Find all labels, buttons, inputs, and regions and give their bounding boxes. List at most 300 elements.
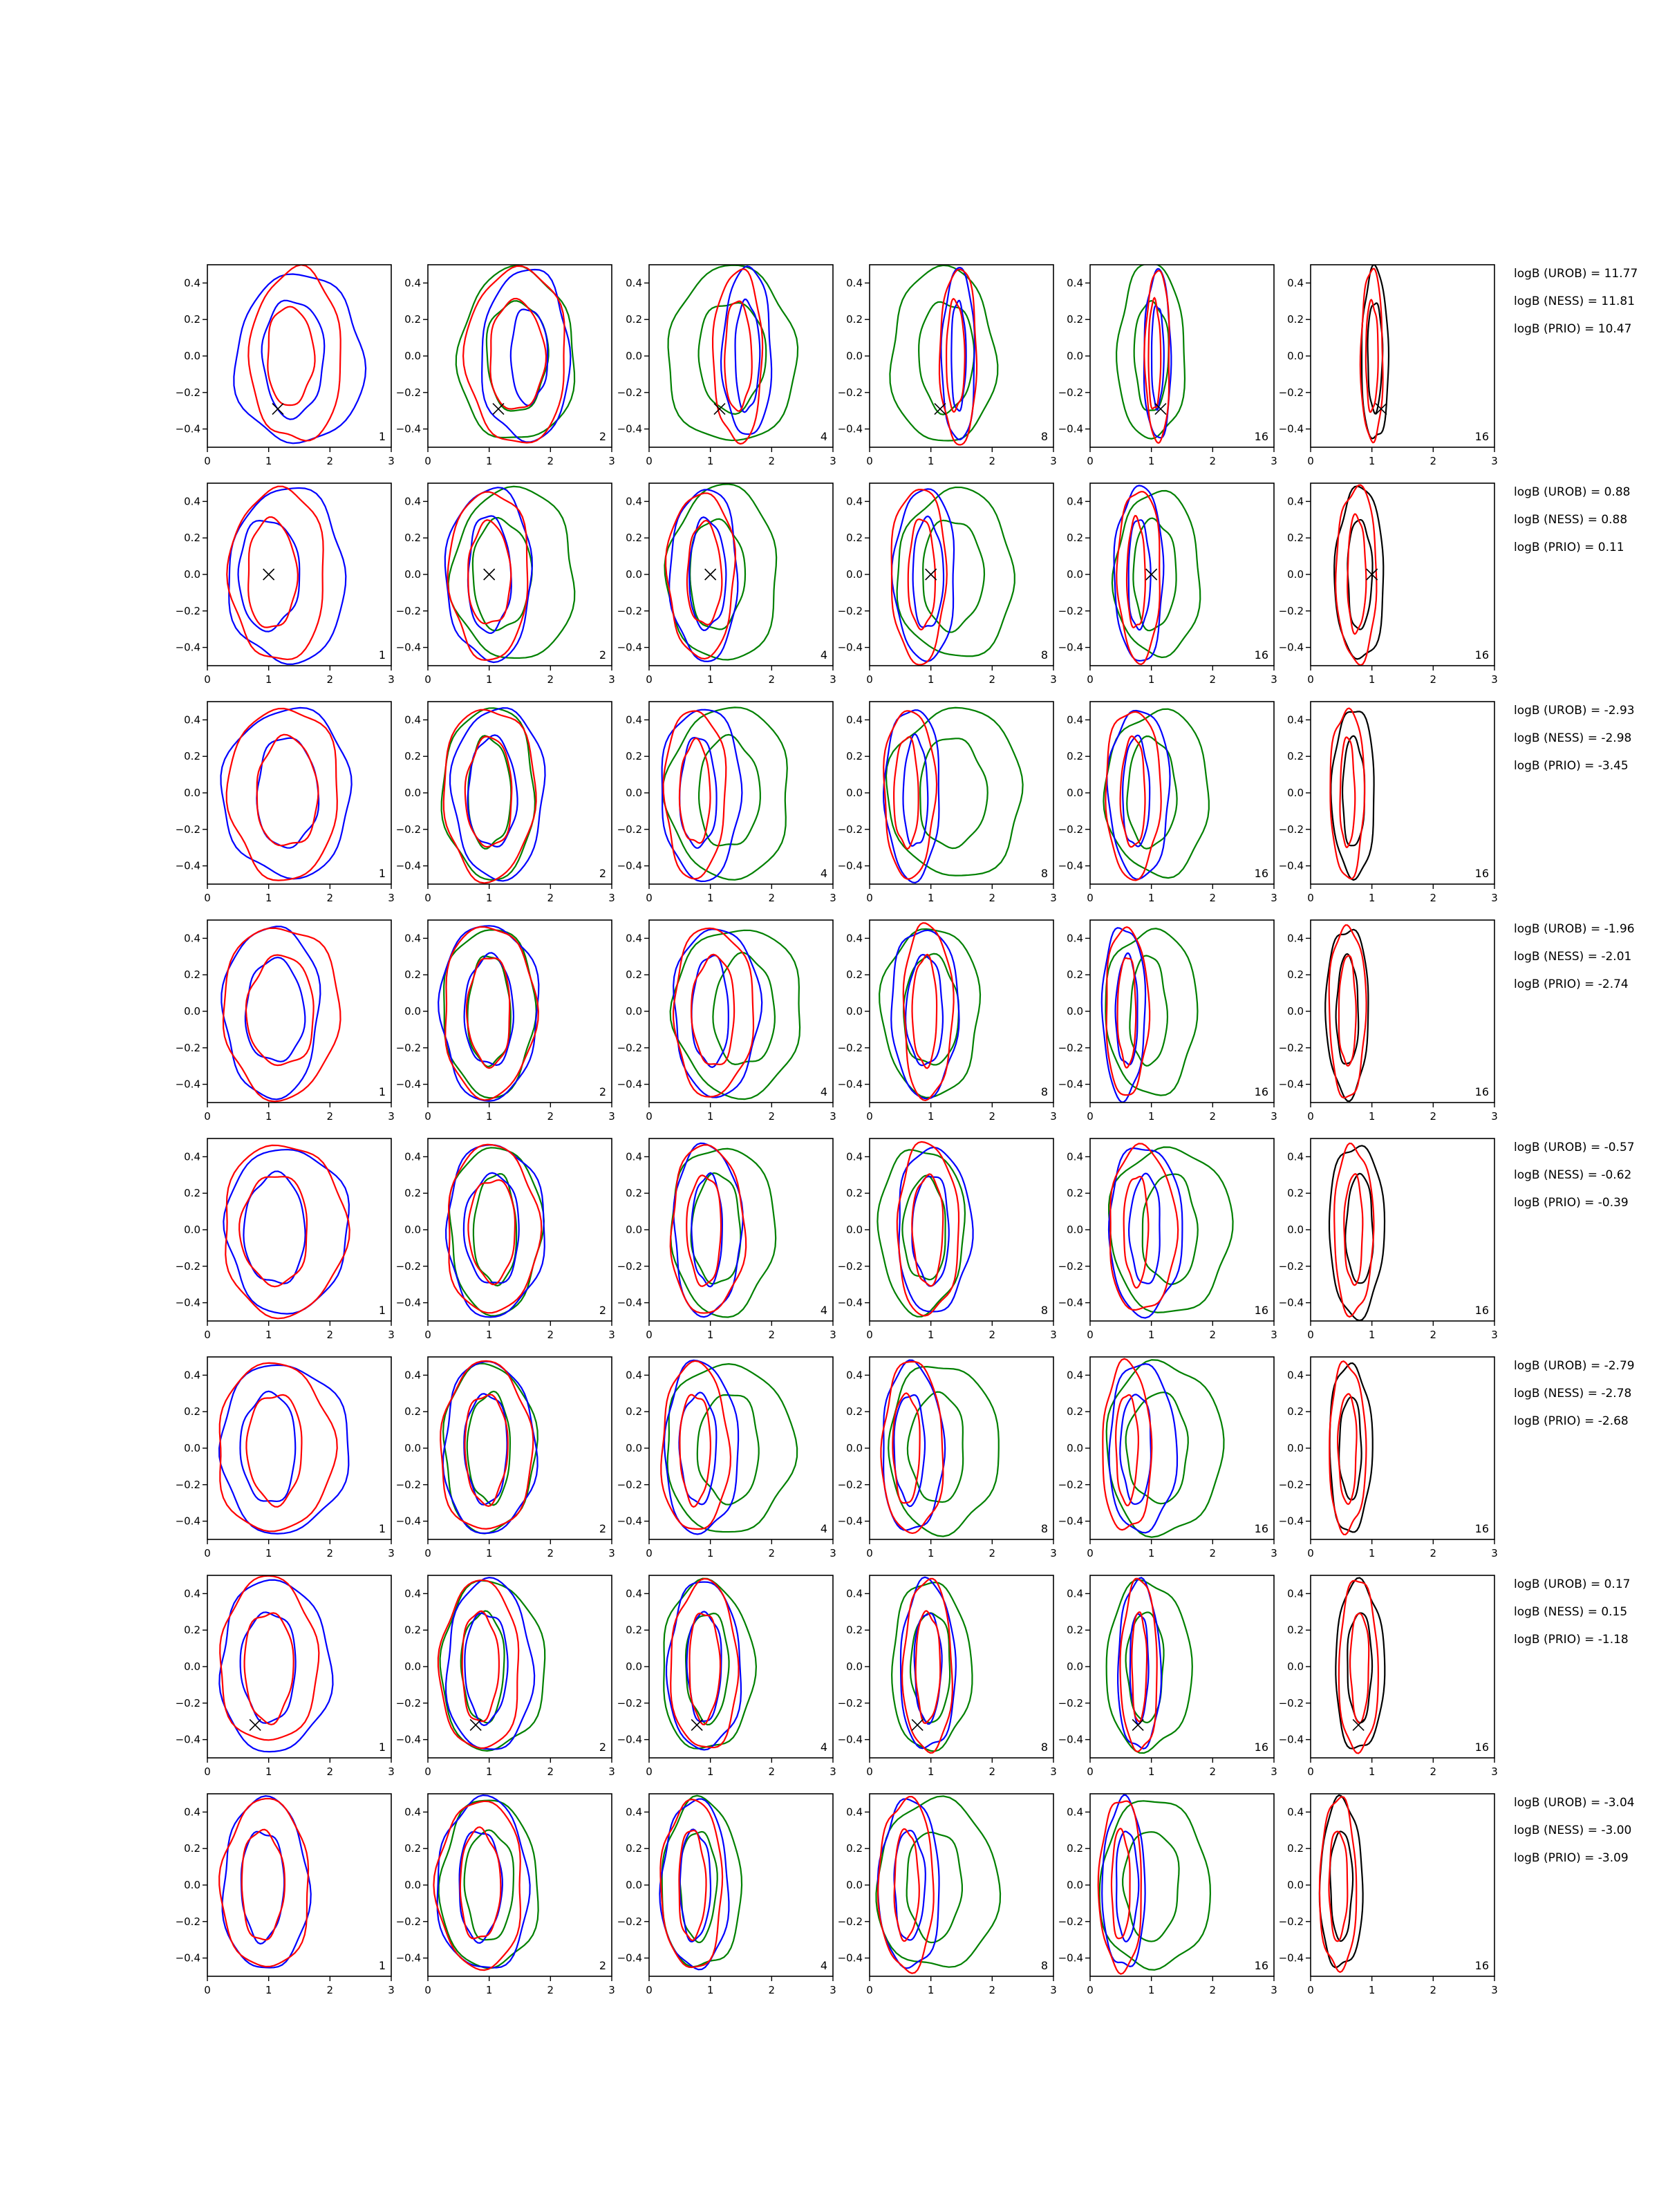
x-tick-label: 1 bbox=[927, 455, 935, 467]
y-tick-label: 0.2 bbox=[404, 1842, 421, 1855]
y-tick-label: 0.2 bbox=[1287, 313, 1304, 326]
y-tick-label: 0.4 bbox=[846, 1150, 863, 1163]
y-tick-label: 0.0 bbox=[626, 568, 642, 581]
x-tick-label: 3 bbox=[1491, 673, 1498, 686]
y-tick-label: −0.4 bbox=[1278, 1951, 1304, 1965]
y-tick-label: 0.2 bbox=[1287, 1187, 1304, 1200]
x-tick-label: 2 bbox=[768, 1984, 776, 1996]
y-tick-label: −0.4 bbox=[837, 1078, 863, 1091]
panel-count-label: 8 bbox=[1040, 1522, 1048, 1535]
y-tick-label: −0.4 bbox=[617, 1296, 642, 1309]
panel-count-label: 16 bbox=[1474, 1085, 1489, 1098]
x-tick-label: 1 bbox=[265, 455, 272, 467]
x-tick-label: 0 bbox=[1087, 1547, 1094, 1559]
y-tick-label: 0.0 bbox=[846, 787, 863, 799]
x-tick-label: 2 bbox=[1430, 892, 1437, 904]
panel-count-label: 4 bbox=[820, 1741, 827, 1754]
x-tick-label: 1 bbox=[485, 455, 493, 467]
y-tick-label: 0.0 bbox=[1067, 1442, 1083, 1454]
panel-count-label: 1 bbox=[378, 867, 386, 880]
logb-note: logB (UROB) = -2.93 bbox=[1514, 704, 1635, 718]
x-tick-label: 0 bbox=[1087, 1329, 1094, 1341]
logb-note: logB (NESS) = -0.62 bbox=[1514, 1168, 1632, 1182]
y-tick-label: 0.2 bbox=[846, 968, 863, 982]
panel-count-label: 1 bbox=[378, 1085, 386, 1098]
x-tick-label: 2 bbox=[547, 673, 554, 686]
y-tick-label: 0.2 bbox=[1067, 313, 1083, 326]
y-tick-label: −0.2 bbox=[617, 386, 642, 399]
x-tick-label: 3 bbox=[1491, 1547, 1498, 1559]
y-tick-label: −0.2 bbox=[1278, 1259, 1304, 1273]
y-tick-label: −0.2 bbox=[617, 823, 642, 836]
y-tick-label: 0.2 bbox=[1067, 1842, 1083, 1855]
y-tick-label: −0.4 bbox=[395, 422, 421, 435]
logb-note: logB (NESS) = 11.81 bbox=[1514, 294, 1635, 308]
y-tick-label: 0.0 bbox=[1067, 787, 1083, 799]
y-tick-label: 0.2 bbox=[184, 313, 200, 326]
x-tick-label: 1 bbox=[265, 1984, 272, 1996]
y-tick-label: 0.2 bbox=[626, 968, 642, 982]
y-tick-label: 0.0 bbox=[846, 350, 863, 362]
x-tick-label: 3 bbox=[1271, 455, 1277, 467]
x-tick-label: 0 bbox=[1307, 673, 1314, 686]
y-tick-label: 0.0 bbox=[1287, 1660, 1304, 1673]
x-tick-label: 1 bbox=[927, 892, 935, 904]
x-tick-label: 0 bbox=[424, 892, 431, 904]
x-tick-label: 3 bbox=[830, 455, 836, 467]
y-tick-label: −0.4 bbox=[1058, 1951, 1083, 1965]
panel-count-label: 8 bbox=[1040, 1741, 1048, 1754]
panel-count-label: 1 bbox=[378, 648, 386, 662]
x-tick-label: 0 bbox=[204, 892, 211, 904]
logb-note: logB (UROB) = 0.17 bbox=[1514, 1577, 1631, 1591]
logb-note: logB (NESS) = -2.98 bbox=[1514, 731, 1632, 745]
x-tick-label: 3 bbox=[1271, 1329, 1277, 1341]
y-tick-label: 0.2 bbox=[184, 1405, 200, 1418]
logb-note: logB (NESS) = -3.00 bbox=[1514, 1824, 1632, 1837]
x-tick-label: 2 bbox=[768, 1547, 776, 1559]
y-tick-label: −0.2 bbox=[1058, 386, 1083, 399]
x-tick-label: 3 bbox=[830, 892, 836, 904]
y-tick-label: 0.2 bbox=[184, 1842, 200, 1855]
y-tick-label: 0.4 bbox=[184, 1587, 200, 1600]
panel-count-label: 2 bbox=[599, 1522, 606, 1535]
logb-note: logB (NESS) = 0.88 bbox=[1514, 513, 1628, 527]
y-tick-label: −0.4 bbox=[617, 1078, 642, 1091]
y-tick-label: −0.4 bbox=[1278, 1515, 1304, 1528]
y-tick-label: 0.2 bbox=[184, 532, 200, 545]
panel-count-label: 8 bbox=[1040, 430, 1048, 443]
x-tick-label: 2 bbox=[326, 455, 334, 467]
x-tick-label: 2 bbox=[1209, 673, 1217, 686]
logb-note: logB (NESS) = 0.15 bbox=[1514, 1605, 1628, 1619]
x-tick-label: 3 bbox=[1050, 1984, 1057, 1996]
y-tick-label: −0.4 bbox=[1278, 859, 1304, 872]
y-tick-label: −0.4 bbox=[175, 1515, 200, 1528]
y-tick-label: 0.2 bbox=[1067, 1624, 1083, 1637]
x-tick-label: 3 bbox=[1050, 892, 1057, 904]
y-tick-label: 0.4 bbox=[1067, 276, 1083, 290]
x-tick-label: 0 bbox=[1307, 1329, 1314, 1341]
y-tick-label: −0.2 bbox=[175, 1259, 200, 1273]
y-tick-label: 0.4 bbox=[1287, 713, 1304, 727]
panel-count-label: 8 bbox=[1040, 1304, 1048, 1317]
y-tick-label: 0.4 bbox=[184, 932, 200, 945]
y-tick-label: 0.0 bbox=[404, 1879, 421, 1891]
x-tick-label: 3 bbox=[830, 1110, 836, 1123]
x-tick-label: 0 bbox=[646, 1765, 653, 1778]
x-tick-label: 0 bbox=[866, 1547, 873, 1559]
y-tick-label: 0.4 bbox=[1287, 495, 1304, 508]
y-tick-label: 0.0 bbox=[626, 1660, 642, 1673]
x-tick-label: 1 bbox=[706, 892, 714, 904]
x-tick-label: 3 bbox=[1271, 1984, 1277, 1996]
y-tick-label: 0.4 bbox=[184, 495, 200, 508]
panel-count-label: 16 bbox=[1254, 1304, 1268, 1317]
y-tick-label: 0.2 bbox=[846, 750, 863, 763]
x-tick-label: 2 bbox=[988, 892, 996, 904]
panel-count-label: 4 bbox=[820, 430, 827, 443]
y-tick-label: 0.4 bbox=[184, 713, 200, 727]
y-tick-label: 0.0 bbox=[626, 1005, 642, 1018]
x-tick-label: 0 bbox=[866, 1765, 873, 1778]
x-tick-label: 1 bbox=[706, 1765, 714, 1778]
logb-note: logB (UROB) = -2.79 bbox=[1514, 1359, 1635, 1373]
x-tick-label: 0 bbox=[424, 1984, 431, 1996]
x-tick-label: 1 bbox=[1368, 1547, 1376, 1559]
y-tick-label: 0.4 bbox=[1067, 932, 1083, 945]
x-tick-label: 3 bbox=[830, 1765, 836, 1778]
y-tick-label: 0.0 bbox=[1287, 350, 1304, 362]
x-tick-label: 0 bbox=[866, 1110, 873, 1123]
y-tick-label: 0.0 bbox=[1067, 568, 1083, 581]
y-tick-label: 0.0 bbox=[1287, 1442, 1304, 1454]
y-tick-label: 0.2 bbox=[404, 1405, 421, 1418]
x-tick-label: 0 bbox=[646, 892, 653, 904]
y-tick-label: −0.4 bbox=[175, 859, 200, 872]
y-tick-label: 0.0 bbox=[626, 350, 642, 362]
y-tick-label: 0.0 bbox=[846, 1660, 863, 1673]
x-tick-label: 0 bbox=[866, 1329, 873, 1341]
x-tick-label: 2 bbox=[768, 1329, 776, 1341]
y-tick-label: 0.2 bbox=[404, 968, 421, 982]
y-tick-label: −0.2 bbox=[1058, 1696, 1083, 1709]
x-tick-label: 1 bbox=[927, 673, 935, 686]
y-tick-label: −0.4 bbox=[395, 1296, 421, 1309]
x-tick-label: 3 bbox=[1050, 1110, 1057, 1123]
panel-count-label: 8 bbox=[1040, 648, 1048, 662]
y-tick-label: −0.4 bbox=[395, 641, 421, 654]
y-tick-label: −0.4 bbox=[617, 1515, 642, 1528]
x-tick-label: 1 bbox=[1368, 1984, 1376, 1996]
y-tick-label: 0.4 bbox=[846, 495, 863, 508]
y-tick-label: −0.2 bbox=[1058, 823, 1083, 836]
logb-note: logB (UROB) = 0.88 bbox=[1514, 485, 1631, 499]
y-tick-label: −0.4 bbox=[175, 1951, 200, 1965]
y-tick-label: 0.4 bbox=[626, 276, 642, 290]
x-tick-label: 2 bbox=[1209, 1547, 1217, 1559]
y-tick-label: 0.2 bbox=[184, 1624, 200, 1637]
x-tick-label: 3 bbox=[388, 1329, 395, 1341]
panel-count-label: 8 bbox=[1040, 1085, 1048, 1098]
y-tick-label: 0.4 bbox=[846, 276, 863, 290]
y-tick-label: −0.2 bbox=[175, 1041, 200, 1054]
x-tick-label: 3 bbox=[388, 1547, 395, 1559]
y-tick-label: −0.2 bbox=[395, 1041, 421, 1054]
y-tick-label: 0.2 bbox=[626, 1842, 642, 1855]
panel-count-label: 16 bbox=[1254, 648, 1268, 662]
x-tick-label: 1 bbox=[265, 1329, 272, 1341]
panel-count-label: 8 bbox=[1040, 867, 1048, 880]
x-tick-label: 0 bbox=[424, 455, 431, 467]
x-tick-label: 3 bbox=[388, 1110, 395, 1123]
x-tick-label: 0 bbox=[646, 455, 653, 467]
x-tick-label: 1 bbox=[265, 892, 272, 904]
y-tick-label: 0.4 bbox=[1067, 1806, 1083, 1819]
x-tick-label: 1 bbox=[927, 1547, 935, 1559]
y-tick-label: −0.2 bbox=[1278, 1696, 1304, 1709]
x-tick-label: 1 bbox=[1147, 455, 1155, 467]
y-tick-label: −0.2 bbox=[837, 1041, 863, 1054]
y-tick-label: −0.4 bbox=[617, 1951, 642, 1965]
x-tick-label: 1 bbox=[265, 673, 272, 686]
x-tick-label: 0 bbox=[1307, 1110, 1314, 1123]
y-tick-label: −0.2 bbox=[1278, 823, 1304, 836]
y-tick-label: −0.2 bbox=[617, 1696, 642, 1709]
panel-count-label: 1 bbox=[378, 1959, 386, 1972]
y-tick-label: 0.0 bbox=[184, 1879, 200, 1891]
panel-count-label: 4 bbox=[820, 1304, 827, 1317]
y-tick-label: 0.0 bbox=[1287, 1005, 1304, 1018]
x-tick-label: 3 bbox=[1491, 1329, 1498, 1341]
y-tick-label: −0.4 bbox=[837, 641, 863, 654]
x-tick-label: 1 bbox=[1147, 1765, 1155, 1778]
y-tick-label: 0.2 bbox=[846, 532, 863, 545]
x-tick-label: 1 bbox=[1147, 1110, 1155, 1123]
y-tick-label: 0.4 bbox=[1287, 932, 1304, 945]
y-tick-label: 0.4 bbox=[846, 932, 863, 945]
y-tick-label: 0.4 bbox=[1287, 1587, 1304, 1600]
y-tick-label: 0.2 bbox=[1067, 1405, 1083, 1418]
panel-count-label: 1 bbox=[378, 1741, 386, 1754]
x-tick-label: 1 bbox=[1368, 1110, 1376, 1123]
x-tick-label: 2 bbox=[988, 1765, 996, 1778]
y-tick-label: −0.2 bbox=[395, 1259, 421, 1273]
x-tick-label: 1 bbox=[485, 1547, 493, 1559]
y-tick-label: 0.2 bbox=[1287, 532, 1304, 545]
y-tick-label: 0.2 bbox=[1287, 968, 1304, 982]
y-tick-label: 0.2 bbox=[1287, 1842, 1304, 1855]
x-tick-label: 0 bbox=[646, 1984, 653, 1996]
y-tick-label: −0.2 bbox=[395, 1478, 421, 1491]
x-tick-label: 0 bbox=[1307, 892, 1314, 904]
panel-count-label: 16 bbox=[1474, 1304, 1489, 1317]
y-tick-label: −0.4 bbox=[395, 1515, 421, 1528]
y-tick-label: −0.4 bbox=[175, 422, 200, 435]
y-tick-label: 0.2 bbox=[626, 750, 642, 763]
y-tick-label: −0.4 bbox=[395, 1078, 421, 1091]
y-tick-label: 0.0 bbox=[184, 787, 200, 799]
y-tick-label: 0.4 bbox=[1287, 1806, 1304, 1819]
y-tick-label: 0.2 bbox=[404, 1624, 421, 1637]
y-tick-label: −0.2 bbox=[1058, 1041, 1083, 1054]
x-tick-label: 2 bbox=[326, 1984, 334, 1996]
x-tick-label: 3 bbox=[608, 1765, 615, 1778]
y-tick-label: 0.0 bbox=[404, 1005, 421, 1018]
panel-count-label: 2 bbox=[599, 648, 606, 662]
x-tick-label: 2 bbox=[768, 1765, 776, 1778]
x-tick-label: 1 bbox=[485, 1984, 493, 1996]
panel-count-label: 4 bbox=[820, 867, 827, 880]
x-tick-label: 3 bbox=[608, 455, 615, 467]
logb-note: logB (PRIO) = -2.68 bbox=[1514, 1414, 1629, 1428]
x-tick-label: 0 bbox=[204, 1329, 211, 1341]
y-tick-label: −0.2 bbox=[175, 823, 200, 836]
panel-count-label: 2 bbox=[599, 1959, 606, 1972]
x-tick-label: 0 bbox=[646, 1110, 653, 1123]
x-tick-label: 3 bbox=[830, 1329, 836, 1341]
x-tick-label: 2 bbox=[1430, 1765, 1437, 1778]
y-tick-label: 0.0 bbox=[404, 1224, 421, 1236]
y-tick-label: 0.2 bbox=[184, 968, 200, 982]
y-tick-label: 0.4 bbox=[846, 1369, 863, 1382]
panel-count-label: 1 bbox=[378, 430, 386, 443]
y-tick-label: 0.4 bbox=[184, 276, 200, 290]
y-tick-label: 0.4 bbox=[846, 713, 863, 727]
x-tick-label: 0 bbox=[204, 1110, 211, 1123]
y-tick-label: −0.4 bbox=[1058, 422, 1083, 435]
y-tick-label: 0.0 bbox=[846, 1224, 863, 1236]
panel-count-label: 4 bbox=[820, 1522, 827, 1535]
logb-note: logB (NESS) = -2.78 bbox=[1514, 1387, 1632, 1400]
y-tick-label: 0.2 bbox=[404, 1187, 421, 1200]
y-tick-label: −0.4 bbox=[1058, 1296, 1083, 1309]
x-tick-label: 0 bbox=[424, 1329, 431, 1341]
y-tick-label: −0.2 bbox=[175, 1478, 200, 1491]
y-tick-label: 0.4 bbox=[626, 1369, 642, 1382]
x-tick-label: 0 bbox=[1307, 1765, 1314, 1778]
y-tick-label: 0.4 bbox=[404, 1806, 421, 1819]
x-tick-label: 2 bbox=[1209, 1329, 1217, 1341]
x-tick-label: 3 bbox=[1491, 1110, 1498, 1123]
x-tick-label: 1 bbox=[927, 1765, 935, 1778]
x-tick-label: 0 bbox=[1087, 1765, 1094, 1778]
panel-count-label: 8 bbox=[1040, 1959, 1048, 1972]
x-tick-label: 1 bbox=[927, 1984, 935, 1996]
x-tick-label: 0 bbox=[424, 1110, 431, 1123]
x-tick-label: 3 bbox=[608, 673, 615, 686]
x-tick-label: 3 bbox=[1271, 1110, 1277, 1123]
y-tick-label: 0.0 bbox=[184, 1442, 200, 1454]
y-tick-label: 0.2 bbox=[1287, 1624, 1304, 1637]
y-tick-label: 0.0 bbox=[1067, 1660, 1083, 1673]
y-tick-label: 0.0 bbox=[1287, 787, 1304, 799]
x-tick-label: 1 bbox=[485, 1329, 493, 1341]
y-tick-label: −0.2 bbox=[1058, 1915, 1083, 1928]
y-tick-label: 0.4 bbox=[184, 1369, 200, 1382]
y-tick-label: 0.4 bbox=[846, 1587, 863, 1600]
logb-note: logB (NESS) = -2.01 bbox=[1514, 950, 1632, 964]
y-tick-label: 0.0 bbox=[184, 1005, 200, 1018]
y-tick-label: −0.2 bbox=[1278, 604, 1304, 617]
y-tick-label: 0.4 bbox=[404, 1369, 421, 1382]
panel-count-label: 2 bbox=[599, 1085, 606, 1098]
x-tick-label: 0 bbox=[1087, 1984, 1094, 1996]
x-tick-label: 0 bbox=[1087, 455, 1094, 467]
y-tick-label: −0.2 bbox=[175, 1915, 200, 1928]
x-tick-label: 2 bbox=[1430, 1110, 1437, 1123]
y-tick-label: −0.4 bbox=[1278, 1733, 1304, 1746]
logb-note: logB (UROB) = -0.57 bbox=[1514, 1141, 1635, 1154]
panel-count-label: 2 bbox=[599, 1741, 606, 1754]
x-tick-label: 3 bbox=[1050, 1547, 1057, 1559]
x-tick-label: 2 bbox=[547, 1547, 554, 1559]
x-tick-label: 2 bbox=[1209, 1765, 1217, 1778]
x-tick-label: 3 bbox=[1271, 673, 1277, 686]
y-tick-label: 0.4 bbox=[404, 713, 421, 727]
y-tick-label: 0.0 bbox=[404, 1442, 421, 1454]
x-tick-label: 3 bbox=[1050, 1765, 1057, 1778]
x-tick-label: 1 bbox=[1147, 1984, 1155, 1996]
x-tick-label: 1 bbox=[1147, 1547, 1155, 1559]
y-tick-label: 0.0 bbox=[846, 1005, 863, 1018]
x-tick-label: 3 bbox=[1050, 673, 1057, 686]
x-tick-label: 3 bbox=[388, 1765, 395, 1778]
x-tick-label: 1 bbox=[1368, 1765, 1376, 1778]
y-tick-label: 0.4 bbox=[626, 495, 642, 508]
x-tick-label: 3 bbox=[1491, 892, 1498, 904]
x-tick-label: 0 bbox=[866, 1984, 873, 1996]
y-tick-label: 0.0 bbox=[846, 568, 863, 581]
y-tick-label: 0.2 bbox=[846, 1187, 863, 1200]
x-tick-label: 2 bbox=[326, 1547, 334, 1559]
y-tick-label: −0.2 bbox=[617, 1915, 642, 1928]
x-tick-label: 1 bbox=[1368, 455, 1376, 467]
y-tick-label: 0.0 bbox=[404, 787, 421, 799]
y-tick-label: 0.4 bbox=[626, 1587, 642, 1600]
panel-count-label: 1 bbox=[378, 1522, 386, 1535]
panel-count-label: 16 bbox=[1474, 867, 1489, 880]
y-tick-label: −0.4 bbox=[1058, 1078, 1083, 1091]
y-tick-label: −0.2 bbox=[617, 604, 642, 617]
x-tick-label: 1 bbox=[485, 1110, 493, 1123]
y-tick-label: −0.4 bbox=[175, 641, 200, 654]
x-tick-label: 3 bbox=[388, 455, 395, 467]
y-tick-label: 0.4 bbox=[626, 1150, 642, 1163]
x-tick-label: 2 bbox=[326, 1765, 334, 1778]
y-tick-label: −0.2 bbox=[175, 604, 200, 617]
x-tick-label: 2 bbox=[547, 1110, 554, 1123]
logb-note: logB (UROB) = -1.96 bbox=[1514, 922, 1635, 936]
y-tick-label: 0.2 bbox=[404, 750, 421, 763]
logb-note: logB (PRIO) = -3.09 bbox=[1514, 1851, 1629, 1865]
y-tick-label: −0.2 bbox=[1058, 604, 1083, 617]
y-tick-label: 0.4 bbox=[1067, 1587, 1083, 1600]
y-tick-label: 0.2 bbox=[846, 1842, 863, 1855]
x-tick-label: 2 bbox=[1209, 1110, 1217, 1123]
x-tick-label: 2 bbox=[326, 892, 334, 904]
x-tick-label: 0 bbox=[866, 892, 873, 904]
panel-count-label: 4 bbox=[820, 1959, 827, 1972]
y-tick-label: −0.2 bbox=[1058, 1259, 1083, 1273]
y-tick-label: 0.4 bbox=[184, 1806, 200, 1819]
y-tick-label: −0.4 bbox=[395, 859, 421, 872]
x-tick-label: 2 bbox=[768, 673, 776, 686]
y-tick-label: −0.2 bbox=[1278, 1478, 1304, 1491]
logb-note: logB (UROB) = -3.04 bbox=[1514, 1796, 1635, 1810]
y-tick-label: 0.4 bbox=[626, 932, 642, 945]
x-tick-label: 1 bbox=[706, 673, 714, 686]
